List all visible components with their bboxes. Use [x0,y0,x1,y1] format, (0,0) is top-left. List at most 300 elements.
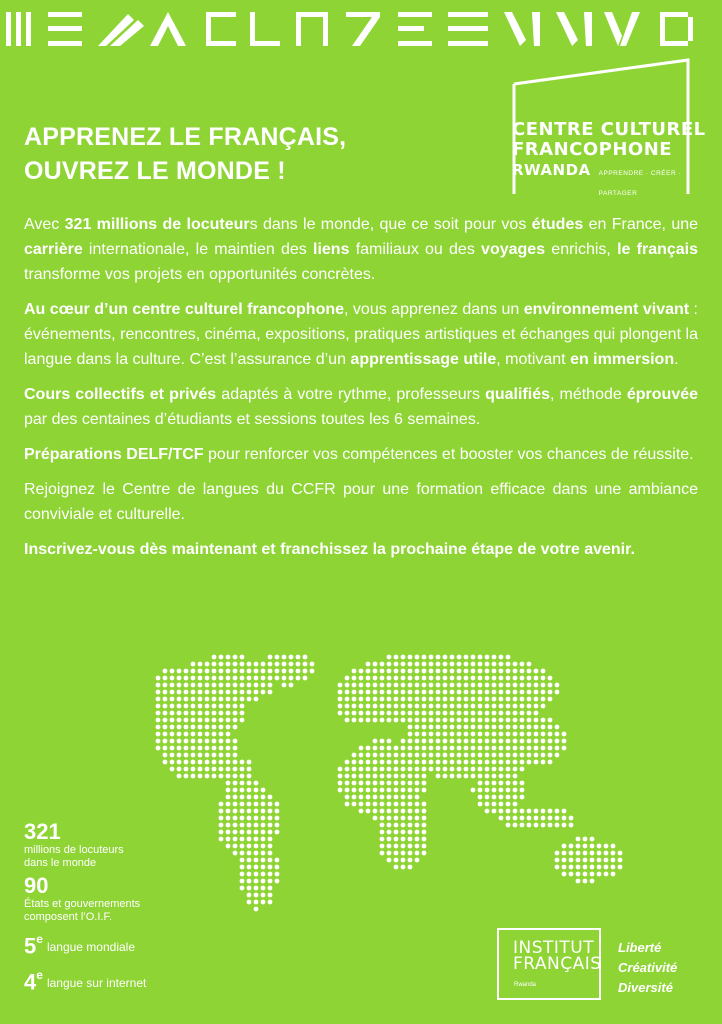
map-dot [394,669,399,674]
map-dot [506,802,511,807]
map-dot [457,711,462,716]
map-dot [380,711,385,716]
map-dot [443,662,448,667]
map-dot [212,704,217,709]
map-dot [471,655,476,660]
text-segment: le français [617,241,699,258]
map-dot [233,662,238,667]
map-dot [422,837,427,842]
map-dot [387,760,392,765]
map-dot [233,711,238,716]
text-segment: en immersion [570,351,675,368]
map-dot [219,704,224,709]
map-dot [408,830,413,835]
map-dot [520,704,525,709]
map-dot [240,788,245,793]
stat-rank-internet-label: langue sur internet [46,976,147,990]
map-dot [198,662,203,667]
map-dot [191,662,196,667]
map-dot [583,865,588,870]
institut-francais-line-2: FRANÇAIS [513,954,602,974]
map-dot [366,683,371,688]
map-dot [296,669,301,674]
map-dot [240,676,245,681]
map-dot [513,690,518,695]
map-dot [611,851,616,856]
map-dot [513,676,518,681]
map-dot [387,774,392,779]
map-dot [401,809,406,814]
map-dot [373,704,378,709]
map-dot [415,753,420,758]
map-dot [436,697,441,702]
map-dot [408,816,413,821]
map-dot [240,718,245,723]
map-dot [443,655,448,660]
map-dot [177,760,182,765]
map-dot [345,795,350,800]
map-dot [520,662,525,667]
map-dot [492,774,497,779]
map-dot [233,781,238,786]
map-dot [429,753,434,758]
map-dot [534,690,539,695]
map-dot [534,725,539,730]
map-dot [219,760,224,765]
map-dot [429,711,434,716]
map-dot [177,732,182,737]
map-dot [590,844,595,849]
map-dot [513,802,518,807]
map-dot [436,760,441,765]
map-dot [156,718,161,723]
map-dot [156,711,161,716]
text-segment: familiaux ou des [349,241,482,258]
map-dot [247,697,252,702]
map-dot [506,739,511,744]
map-dot [534,732,539,737]
map-dot [506,718,511,723]
map-dot [562,816,567,821]
map-dot [443,753,448,758]
map-dot [212,676,217,681]
map-dot [450,725,455,730]
map-dot [471,746,476,751]
map-dot [268,669,273,674]
map-dot [527,760,532,765]
map-dot [485,746,490,751]
map-dot [464,718,469,723]
map-dot [247,802,252,807]
map-dot [268,795,273,800]
map-dot [289,655,294,660]
map-dot [359,697,364,702]
map-dot [373,774,378,779]
map-dot [422,823,427,828]
map-dot [359,809,364,814]
map-dot [289,669,294,674]
ccf-logo-line-1: CENTRE CULTUREL [512,119,706,140]
map-dot [191,746,196,751]
map-dot [513,753,518,758]
headline-line-1: APPRENEZ LE FRANÇAIS, [24,123,347,151]
map-dot [387,704,392,709]
map-dot [240,690,245,695]
map-dot [422,816,427,821]
map-dot [485,690,490,695]
stat-speakers-label-1: millions de locuteurs [24,844,124,856]
map-dot [233,809,238,814]
map-dot [541,725,546,730]
map-dot [261,662,266,667]
map-dot [184,760,189,765]
map-dot [191,767,196,772]
map-dot [191,676,196,681]
stat-rank-world-number: 5e [24,932,43,959]
map-dot [471,767,476,772]
map-dot [226,739,231,744]
map-dot [499,676,504,681]
map-dot [268,655,273,660]
map-dot [450,718,455,723]
map-dot [373,767,378,772]
map-dot [394,767,399,772]
map-dot [240,655,245,660]
map-dot [394,809,399,814]
map-dot [422,753,427,758]
map-dot [548,683,553,688]
map-dot [408,858,413,863]
map-dot [387,837,392,842]
map-dot [380,697,385,702]
map-dot [240,683,245,688]
map-dot [443,767,448,772]
map-dot [415,683,420,688]
map-dot [499,767,504,772]
map-dot [562,739,567,744]
map-dot [233,683,238,688]
map-dot [583,872,588,877]
map-dot [464,774,469,779]
map-dot [415,809,420,814]
map-dot [401,802,406,807]
paragraph-3 [24,382,698,432]
map-dot [611,865,616,870]
map-dot [422,788,427,793]
map-dot [555,858,560,863]
map-dot [275,879,280,884]
map-dot [499,739,504,744]
map-dot [394,711,399,716]
map-dot [198,739,203,744]
map-dot [254,683,259,688]
map-dot [247,795,252,800]
map-dot [394,704,399,709]
map-dot [177,711,182,716]
map-dot [464,732,469,737]
map-dot [436,711,441,716]
map-dot [373,739,378,744]
map-dot [345,704,350,709]
map-dot [191,697,196,702]
map-dot [240,767,245,772]
institut-francais-line-1: INSTITUT [513,938,595,958]
map-dot [191,753,196,758]
text-segment: études [531,216,584,233]
map-dot [310,662,315,667]
map-dot [268,683,273,688]
map-dot [569,872,574,877]
map-dot [415,676,420,681]
map-dot [387,802,392,807]
map-dot [443,697,448,702]
map-dot [520,816,525,821]
map-dot [422,767,427,772]
map-dot [170,683,175,688]
map-dot [212,760,217,765]
map-dot [534,760,539,765]
map-dot [506,746,511,751]
map-dot [380,823,385,828]
map-dot [233,795,238,800]
map-dot [373,781,378,786]
map-dot [429,760,434,765]
map-dot [576,865,581,870]
map-dot [401,753,406,758]
map-dot [170,760,175,765]
map-dot [478,774,483,779]
map-dot [499,718,504,723]
map-dot [380,781,385,786]
map-dot [184,683,189,688]
map-dot [492,669,497,674]
map-dot [457,669,462,674]
map-dot [576,844,581,849]
map-dot [163,746,168,751]
map-dot [597,858,602,863]
map-dot [436,718,441,723]
map-dot [478,697,483,702]
map-dot [408,690,413,695]
map-dot [226,732,231,737]
text-segment: , méthode [549,386,627,403]
map-dot [226,760,231,765]
map-dot [450,774,455,779]
map-dot [394,788,399,793]
ccf-logo-text [512,120,722,204]
map-dot [177,683,182,688]
map-dot [443,669,448,674]
map-dot [422,683,427,688]
map-dot [429,683,434,688]
map-dot [275,802,280,807]
map-dot [373,662,378,667]
map-dot [562,732,567,737]
map-dot [450,690,455,695]
map-dot [541,823,546,828]
map-dot [485,718,490,723]
text-segment: 321 millions de locuteur [64,216,250,233]
map-dot [205,683,210,688]
ccf-logo-line-3: RWANDA [512,161,591,179]
map-dot [492,662,497,667]
map-dot [443,732,448,737]
map-dot [387,788,392,793]
map-dot [198,753,203,758]
map-dot [450,697,455,702]
map-dot [520,781,525,786]
map-dot [254,676,259,681]
map-dot [471,760,476,765]
map-dot [590,851,595,856]
map-dot [576,837,581,842]
map-dot [534,823,539,828]
map-dot [198,676,203,681]
map-dot [247,683,252,688]
map-dot [492,704,497,709]
map-dot [401,739,406,744]
map-dot [464,669,469,674]
map-dot [366,809,371,814]
map-dot [233,655,238,660]
map-dot [366,802,371,807]
map-dot [233,725,238,730]
map-dot [275,662,280,667]
map-dot [541,760,546,765]
map-dot [478,669,483,674]
map-dot [401,697,406,702]
map-dot [569,816,574,821]
map-dot [541,809,546,814]
map-dot [471,711,476,716]
map-dot [562,844,567,849]
map-dot [478,795,483,800]
map-dot [583,858,588,863]
map-dot [485,809,490,814]
map-dot [443,690,448,695]
map-dot [506,725,511,730]
map-dot [387,697,392,702]
map-dot [177,704,182,709]
map-dot [247,760,252,765]
map-dot [156,725,161,730]
values-list [618,938,677,998]
map-dot [534,816,539,821]
stat-speakers-number: 321 [24,819,61,844]
map-dot [548,746,553,751]
map-dot [191,704,196,709]
map-dot [415,830,420,835]
map-dot [373,760,378,765]
map-dot [387,690,392,695]
map-dot [170,725,175,730]
map-dot [520,732,525,737]
map-dot [485,767,490,772]
map-dot [401,788,406,793]
map-dot [513,788,518,793]
map-dot [359,711,364,716]
map-dot [492,725,497,730]
map-dot [198,711,203,716]
map-dot [527,732,532,737]
map-dot [415,697,420,702]
map-dot [380,662,385,667]
map-dot [541,704,546,709]
map-dot [555,753,560,758]
paragraph-4 [24,442,698,467]
map-dot [527,711,532,716]
map-dot [513,760,518,765]
map-dot [373,809,378,814]
map-dot [163,683,168,688]
map-dot [422,774,427,779]
map-dot [226,753,231,758]
map-dot [555,725,560,730]
map-dot [163,669,168,674]
map-dot [604,844,609,849]
map-dot [191,760,196,765]
map-dot [492,690,497,695]
map-dot [492,732,497,737]
map-dot [485,711,490,716]
map-dot [170,697,175,702]
map-dot [261,683,266,688]
map-dot [436,732,441,737]
map-dot [464,767,469,772]
map-dot [366,718,371,723]
map-dot [590,865,595,870]
map-dot [450,739,455,744]
map-dot [219,732,224,737]
map-dot [499,774,504,779]
map-dot [499,746,504,751]
map-dot [513,711,518,716]
map-dot [373,802,378,807]
map-dot [499,809,504,814]
map-dot [338,704,343,709]
map-dot [527,683,532,688]
text-segment: Au cœur d’un centre culturel francophone [24,301,345,318]
map-dot [387,683,392,688]
map-dot [373,711,378,716]
map-dot [408,669,413,674]
map-dot [520,753,525,758]
map-dot [443,704,448,709]
value-liberte: Liberté [618,940,662,955]
map-dot [191,683,196,688]
map-dot [233,676,238,681]
map-dot [506,774,511,779]
map-dot [401,816,406,821]
map-dot [534,739,539,744]
map-dot [233,760,238,765]
map-dot [338,774,343,779]
map-dot [520,739,525,744]
map-dot [527,669,532,674]
map-dot [184,690,189,695]
map-dot [387,739,392,744]
map-dot [352,767,357,772]
map-dot [541,676,546,681]
map-dot [205,760,210,765]
map-dot [219,669,224,674]
map-dot [352,788,357,793]
map-dot [359,690,364,695]
map-dot [373,795,378,800]
map-dot [233,774,238,779]
map-dot [534,711,539,716]
map-dot [457,732,462,737]
